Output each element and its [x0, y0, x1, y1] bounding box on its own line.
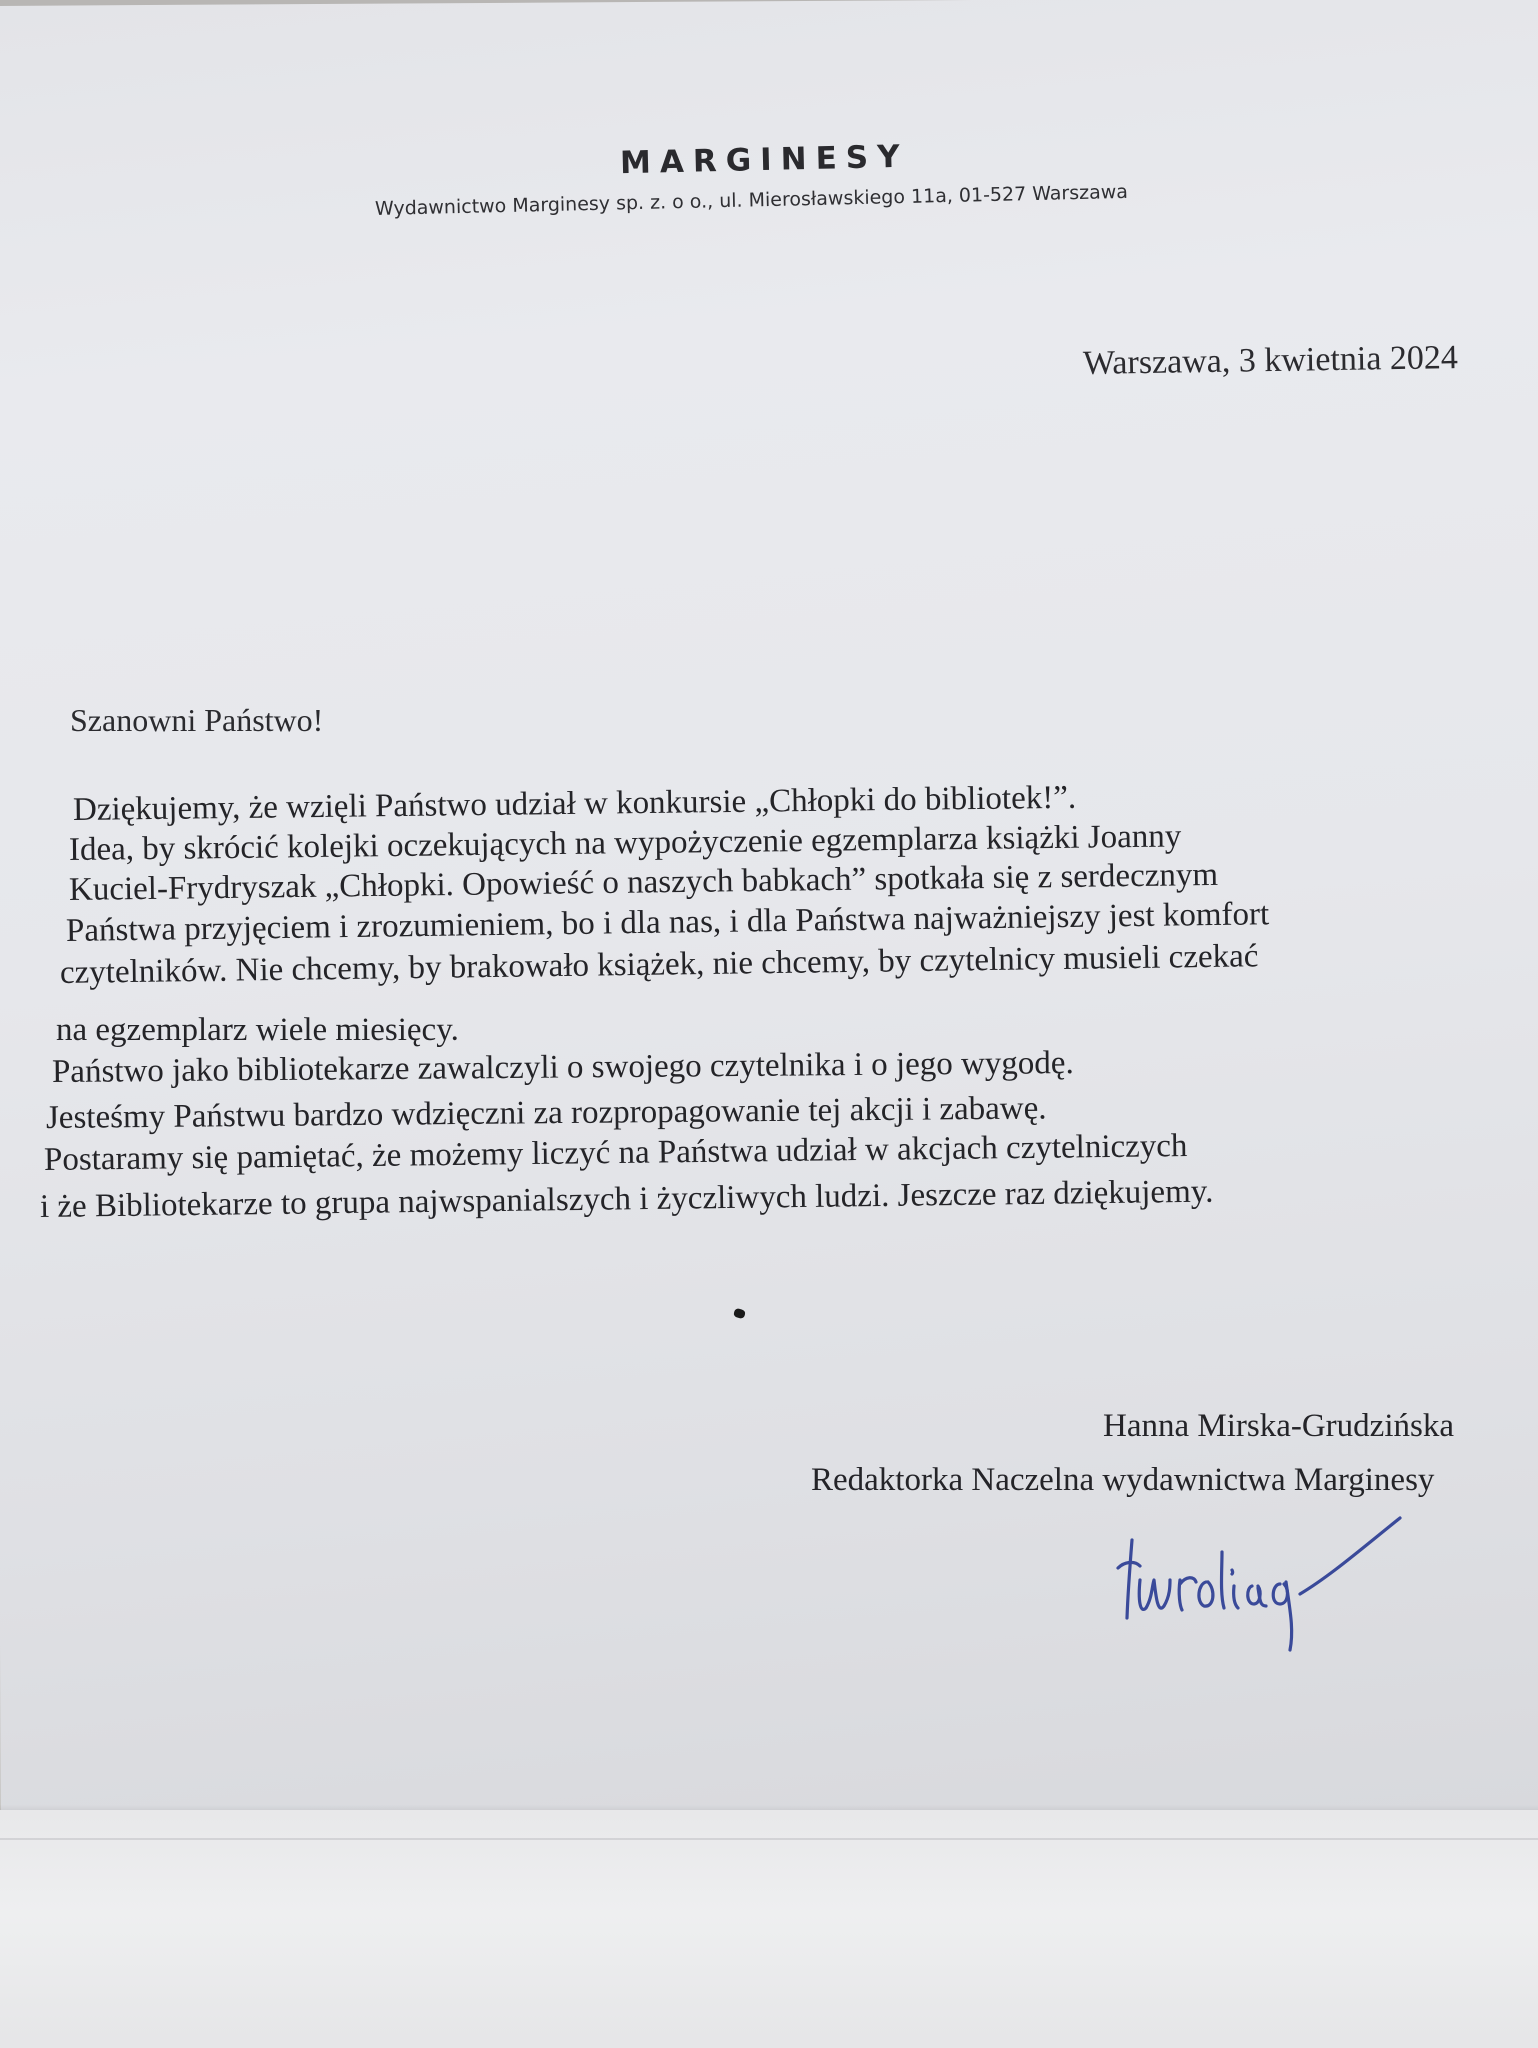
letter-greeting: Szanowni Państwo! [70, 702, 324, 738]
signatory-name: Hanna Mirska-Grudzińska [1103, 1408, 1454, 1444]
body-line: Państwa przyjęciem i zrozumieniem, bo i dla nas, i dla Państwa najważniejszy jest komfort [65, 896, 1270, 949]
paper-fold [0, 1810, 1538, 2048]
body-line: na egzemplarz wiele miesięcy. [56, 1012, 459, 1048]
letter-date: Warszawa, 3 kwietnia 2024 [1082, 339, 1459, 382]
handwritten-signature [1110, 1510, 1490, 1660]
body-line: Dziękujemy, że wzięli Państwo udział w konkursie „Chłopki do bibliotek!”. [72, 779, 1077, 828]
body-line: Idea, by skrócić kolejki oczekujących na wypożyczenie egzemplarza książki Joanny [68, 818, 1182, 868]
body-line: Kuciel-Frydryszak „Chłopki. Opowieść o naszych babkach” spotkała się z serdecznym [68, 856, 1219, 908]
body-line: i że Bibliotekarze to grupa najwspanialszych i życzliwych ludzi. Jeszcze raz dziękujemy. [39, 1173, 1214, 1225]
body-line: czytelników. Nie chcemy, by brakowało książek, nie chcemy, by czytelnicy musieli czekać [59, 938, 1259, 991]
signatory-title: Redaktorka Naczelna wydawnictwa Marginesy [811, 1462, 1435, 1498]
fold-crease [0, 1838, 1538, 1840]
publisher-address: Wydawnictwo Marginesy sp. z. o o., ul. Mierosławskiego 11a, 01-527 Warszawa [374, 180, 1129, 220]
body-line: Państwo jako bibliotekarze zawalczyli o swojego czytelnika i o jego wygodę. [51, 1045, 1074, 1090]
body-line: Postaramy się pamiętać, że możemy liczyć na Państwa udział w akcjach czytelniczych [43, 1128, 1188, 1178]
body-line: Jesteśmy Państwu bardzo wdzięczni za rozpropagowanie tej akcji i zabawę. [45, 1090, 1047, 1136]
publisher-logo: MARGINESY [619, 138, 909, 182]
